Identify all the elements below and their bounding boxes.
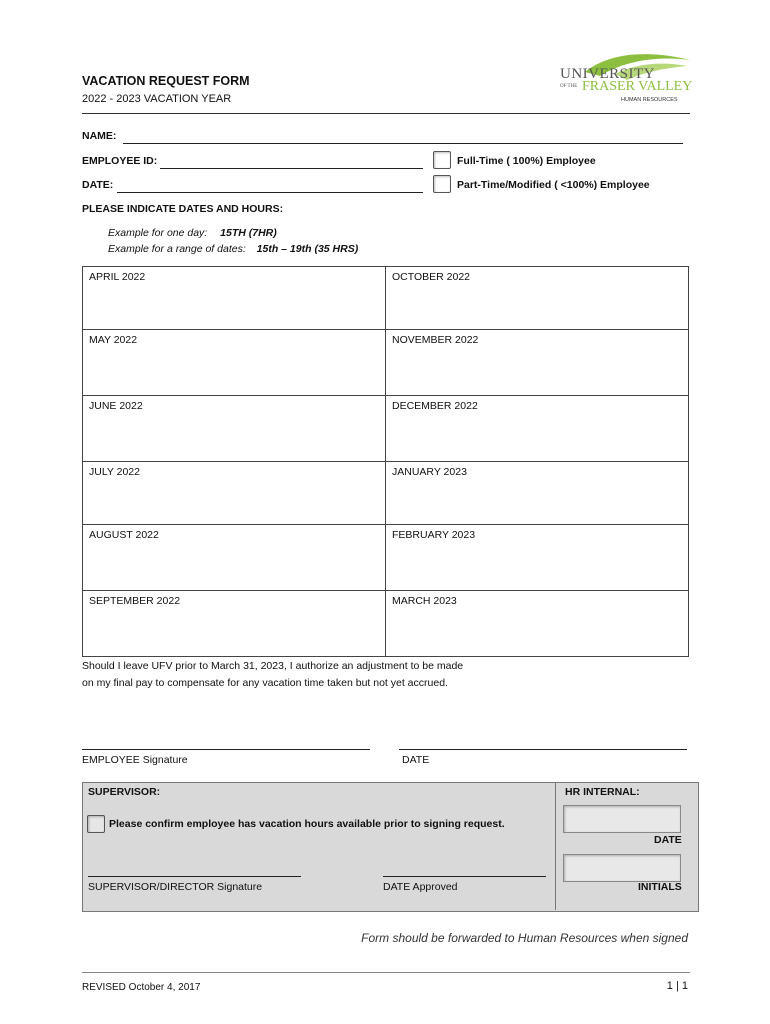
table-row (83, 462, 689, 525)
employee-date-label: DATE (402, 754, 430, 766)
part-time-label: Part-Time/Modified ( <100%) Employee (457, 179, 650, 191)
university-logo (555, 50, 695, 108)
table-row (83, 267, 689, 330)
example-one-prefix: Example for one day: (108, 227, 208, 239)
header-divider (82, 113, 690, 114)
employee-signature-line[interactable] (82, 749, 370, 750)
section-divider (555, 782, 556, 910)
name-field[interactable] (123, 143, 683, 144)
month-cell[interactable]: FEBRUARY 2023 (386, 525, 689, 591)
part-time-checkbox[interactable] (433, 175, 451, 193)
months-table (82, 266, 689, 657)
full-time-checkbox[interactable] (433, 151, 451, 169)
logo-university: UNIVERSITY (560, 66, 655, 82)
note-line-1: Should I leave UFV prior to March 31, 2023, I authorize an adjustment to be made (82, 660, 464, 672)
revised-date: REVISED October 4, 2017 (82, 982, 201, 993)
forward-note: Form should be forwarded to Human Resources when signed (361, 931, 688, 945)
supervisor-heading: SUPERVISOR: (88, 786, 161, 798)
month-cell[interactable]: OCTOBER 2022 (386, 267, 689, 330)
month-cell[interactable]: NOVEMBER 2022 (386, 330, 689, 396)
confirm-hours-checkbox[interactable] (87, 815, 105, 833)
month-cell[interactable]: MAY 2022 (83, 330, 386, 396)
employee-date-line[interactable] (399, 749, 687, 750)
table-row (83, 591, 689, 657)
employee-id-field[interactable] (160, 168, 423, 169)
month-cell[interactable]: JANUARY 2023 (386, 462, 689, 525)
footer-divider (82, 972, 690, 973)
employee-signature-label: EMPLOYEE Signature (82, 754, 188, 766)
month-cell[interactable]: MARCH 2023 (386, 591, 689, 657)
logo-dept: HUMAN RESOURCES (621, 97, 678, 103)
supervisor-signature-label: SUPERVISOR/DIRECTOR Signature (88, 881, 263, 893)
month-cell[interactable]: AUGUST 2022 (83, 525, 386, 591)
example-range-value: 15th – 19th (35 HRS) (256, 243, 359, 255)
page-number: 1 | 1 (666, 980, 688, 992)
hr-internal-heading: HR INTERNAL: (565, 786, 640, 798)
approved-date-label: DATE Approved (383, 881, 458, 893)
confirm-hours-label: Please confirm employee has vacation hours available prior to signing request. (109, 818, 505, 830)
month-cell[interactable]: JUNE 2022 (83, 396, 386, 462)
date-field[interactable] (117, 192, 423, 193)
month-cell[interactable]: DECEMBER 2022 (386, 396, 689, 462)
hr-initials-box[interactable] (563, 854, 681, 882)
full-time-label: Full-Time ( 100%) Employee (457, 155, 596, 167)
form-title: VACATION REQUEST FORM (82, 74, 250, 88)
employee-id-label: EMPLOYEE ID: (82, 155, 158, 167)
hr-initials-label: INITIALS (638, 881, 682, 893)
instructions-heading: PLEASE INDICATE DATES AND HOURS: (82, 203, 284, 215)
month-cell[interactable]: APRIL 2022 (83, 267, 386, 330)
logo-fraser-valley: FRASER VALLEY (582, 79, 693, 94)
logo-of-the: OF THE (560, 84, 578, 89)
hr-date-box[interactable] (563, 805, 681, 833)
supervisor-signature-line[interactable] (88, 876, 301, 877)
example-one-value: 15TH (7HR) (220, 227, 277, 239)
name-label: NAME: (82, 130, 117, 142)
month-cell[interactable]: SEPTEMBER 2022 (83, 591, 386, 657)
date-label: DATE: (82, 179, 114, 191)
example-range (108, 243, 358, 255)
table-row (83, 330, 689, 396)
approved-date-line[interactable] (383, 876, 546, 877)
table-row (83, 525, 689, 591)
example-one-day (108, 227, 277, 239)
example-range-prefix: Example for a range of dates: (108, 243, 246, 255)
hr-date-label: DATE (654, 834, 682, 846)
month-cell[interactable]: JULY 2022 (83, 462, 386, 525)
authorization-note (82, 658, 522, 692)
note-line-2: on my final pay to compensate for any vacation time taken but not yet accrued. (82, 677, 448, 689)
table-row (83, 396, 689, 462)
form-subtitle: 2022 - 2023 VACATION YEAR (82, 93, 232, 105)
